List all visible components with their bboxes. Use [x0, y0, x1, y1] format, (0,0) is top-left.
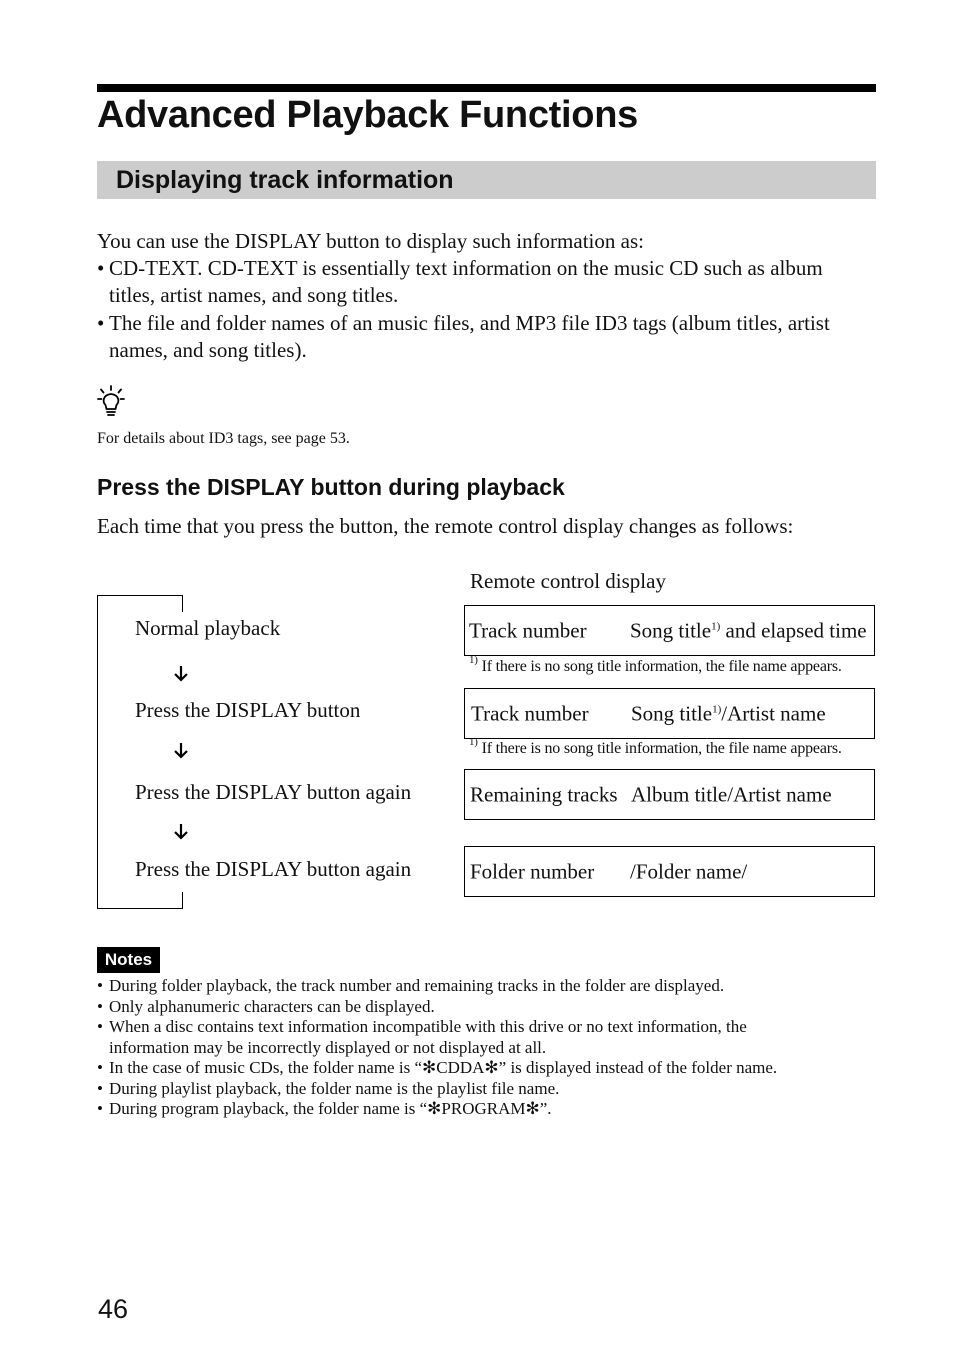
display-box-display: [464, 688, 875, 739]
display-box-again: [464, 769, 875, 820]
note-item: • During folder playback, the track number and remaining tracks in the folder are displayed.: [97, 976, 725, 995]
display-box-normal: [464, 605, 875, 656]
display-field-b: /Folder name/: [630, 859, 748, 883]
page-title: Advanced Playback Functions: [97, 94, 638, 136]
page-number: 46: [98, 1294, 129, 1324]
display-field-a: Folder number: [470, 859, 595, 883]
step-press-display-again: Press the DISPLAY button again: [135, 780, 412, 804]
display-field-b: Album title/Artist name: [631, 782, 832, 806]
bullet-text: The file and folder names of an music files, and MP3 file ID3 tags (album titles, artist names, and song titles).: [109, 311, 830, 362]
arrow-down-icon: [172, 665, 190, 683]
display-field-a: Track number: [469, 618, 587, 642]
section-title: Displaying track information: [116, 166, 454, 194]
arrow-down-icon: [172, 823, 190, 841]
lightbulb-icon: [97, 385, 125, 419]
tip-text: For details about ID3 tags, see page 53.: [97, 430, 350, 447]
note-item: • During playlist playback, the folder name is the playlist file name.: [97, 1079, 560, 1098]
top-rule: [97, 84, 876, 92]
display-field-a: Track number: [471, 701, 589, 725]
note-item: • When a disc contains text information incompatible with this drive or no text information, the information may be incorrectly displayed or not displayed at all.: [97, 1017, 747, 1057]
display-field-b: Song title$^{1)}$ and elapsed time: [630, 618, 867, 642]
bullet-text: CD-TEXT. CD-TEXT is essentially text information on the music CD such as album titles, artist names, and song titles.: [109, 256, 823, 307]
display-field-a: Remaining tracks: [470, 782, 618, 806]
display-field-b: Song title$^{1)}$/Artist name: [631, 701, 826, 725]
note-item: • Only alphanumeric characters can be displayed.: [97, 997, 435, 1016]
sub-heading: Press the DISPLAY button during playback: [97, 474, 565, 500]
intro-text: You can use the DISPLAY button to display such information as:: [97, 229, 644, 253]
notes-badge: Notes: [97, 947, 160, 973]
footnote: $^{1)}$ If there is no song title information, the file name appears.: [469, 654, 842, 675]
remote-display-label: Remote control display: [470, 569, 666, 593]
bullet-mark: •: [97, 256, 105, 280]
step-normal-playback: Normal playback: [135, 616, 281, 640]
bullet-mark: •: [97, 311, 105, 335]
list-item: [97, 310, 867, 364]
note-item: • During program playback, the folder name is “✻PROGRAM✻”.: [97, 1099, 552, 1118]
footnote: $^{1)}$ If there is no song title information, the file name appears.: [469, 736, 842, 757]
sub-intro-text: Each time that you press the button, the remote control display changes as follows:: [97, 514, 794, 538]
step-press-display-again-2: Press the DISPLAY button again: [135, 857, 412, 881]
display-box-folder: [464, 846, 875, 897]
step-press-display: Press the DISPLAY button: [135, 698, 361, 722]
list-item: [97, 255, 867, 309]
note-item: • In the case of music CDs, the folder name is “✻CDDA✻” is displayed instead of the folder name.: [97, 1058, 778, 1077]
arrow-down-icon: [172, 742, 190, 760]
